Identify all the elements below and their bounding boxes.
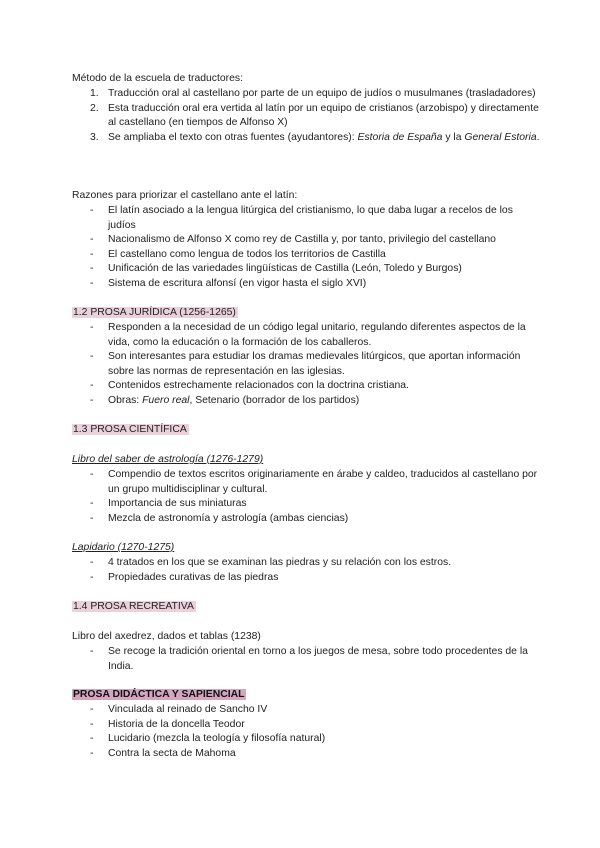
reasons-heading: Razones para priorizar el castellano ante el latín: xyxy=(72,190,298,201)
book-title-astrologia: Libro del saber de astrología (1276-1279) xyxy=(72,454,264,465)
list-item: - Vinculada al reinado de Sancho IV xyxy=(90,704,268,715)
juridica-list xyxy=(72,321,542,409)
list-item: - 4 tratados en los que se examinan las piedras y su relación con los estros. xyxy=(90,557,452,568)
list-item: - Obras: Fuero real, Setenario (borrador de los partidos) xyxy=(90,394,360,406)
list-item: - Lucidario (mezcla la teología y filosofía natural) xyxy=(90,733,326,745)
book-title-axedrez: Libro del axedrez, dados et tablas (1238) xyxy=(72,631,261,642)
list-item: - Son interesantes para estudiar los dramas medievales litúrgicos, que aportan información sobre las normas de representación en las iglesias. xyxy=(90,351,521,377)
method-heading: Método de la escuela de traductores: xyxy=(72,73,243,84)
section-heading-juridica: 1.2 PROSA JURÍDICA (1256-1265) xyxy=(73,307,236,318)
list-item: - El castellano como lengua de todos los territorios de Castilla xyxy=(90,248,386,260)
list-item: - Compendio de textos escritos originariamente en árabe y caldeo, traducidos al castellano por un grupo multidisciplinar y cultural. xyxy=(90,469,538,495)
list-item: 3. Se ampliaba el texto con otras fuentes (ayudantores): Estoria de España y la General Estoria. xyxy=(90,131,540,143)
section-heading-didactica: PROSA DIDÁCTICA Y SAPIENCIAL xyxy=(73,689,245,700)
reasons-list xyxy=(72,204,542,292)
list-item: 1. Traducción oral al castellano por parte de un equipo de judíos o musulmanes (trasladadores) xyxy=(90,88,536,99)
list-item: 2. Esta traducción oral era vertida al latín por un equipo de cristianos (arzobispo) y directamente al castellano (en tiempos de Alfonso X) xyxy=(90,102,539,129)
book-title-lapidario: Lapidario (1270-1275) xyxy=(72,542,175,553)
list-item: - Unificación de las variedades lingüísticas de Castilla (León, Toledo y Burgos) xyxy=(90,263,462,275)
section-heading-cientifica: 1.3 PROSA CIENTÍFICA xyxy=(73,424,187,435)
didactica-list xyxy=(72,703,542,761)
list-item: - Sistema de escritura alfonsí (en vigor hasta el siglo XVI) xyxy=(90,277,367,289)
list-item: - Contenidos estrechamente relacionados con la doctrina cristiana. xyxy=(90,380,409,392)
list-item: - Contra la secta de Mahoma xyxy=(90,747,236,759)
section-heading-recreativa: 1.4 PROSA RECREATIVA xyxy=(73,601,194,612)
list-item: - Importancia de sus miniaturas xyxy=(90,498,247,510)
list-item: - El latín asociado a la lengua litúrgica del cristianismo, lo que daba lugar a recelos de los judíos xyxy=(90,205,513,231)
list-item: - Responden a la necesidad de un código legal unitario, regulando diferentes aspectos de la vida, como la educación o la formación de los caballeros. xyxy=(90,322,526,348)
method-list xyxy=(72,87,542,145)
list-item: - Propiedades curativas de las piedras xyxy=(90,571,279,583)
list-item: - Historia de la doncella Teodor xyxy=(90,718,245,730)
lapidario-list xyxy=(72,556,542,585)
astrologia-list xyxy=(72,468,542,526)
list-item: - Mezcla de astronomía y astrología (ambas ciencias) xyxy=(90,512,349,524)
recreativa-list xyxy=(72,645,542,674)
list-item: - Se recoge la tradición oriental en torno a los juegos de mesa, sobre todo procedentes de la India. xyxy=(90,646,528,672)
list-item: - Nacionalismo de Alfonso X como rey de Castilla y, por tanto, privilegio del castellano xyxy=(90,234,496,246)
